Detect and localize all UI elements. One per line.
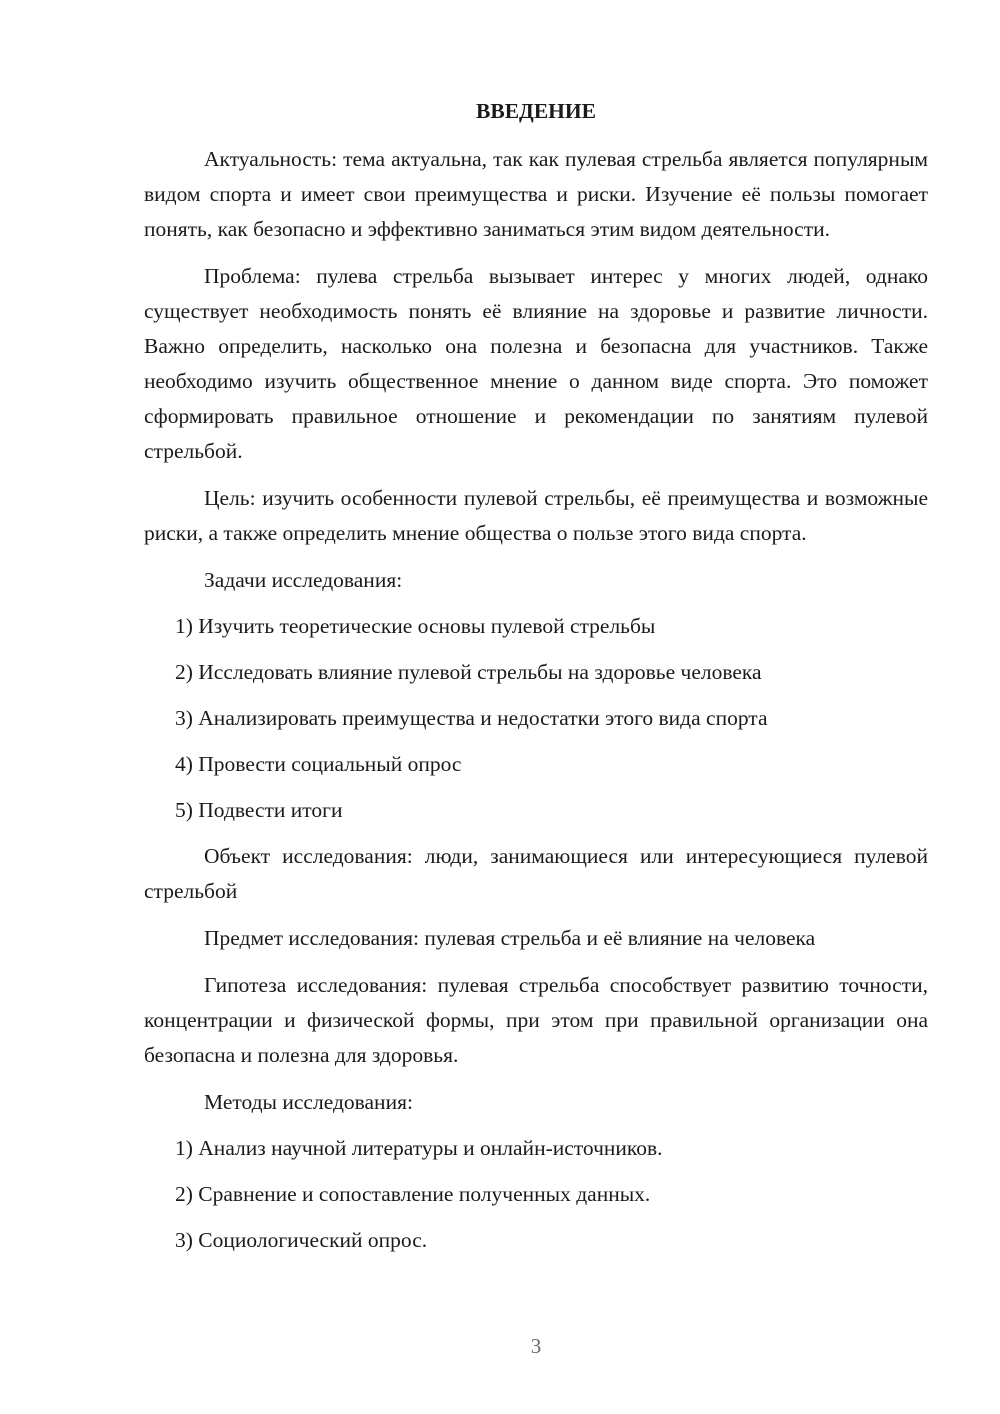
methods-list [144,1131,928,1258]
tasks-list [144,609,928,828]
task-item: 3) Анализировать преимущества и недостатки этого вида спорта [175,706,768,730]
task-item: 1) Изучить теоретические основы пулевой стрельбы [175,614,656,638]
object-paragraph: Объект исследования: люди, занимающиеся или интересующиеся пулевой стрельбой [144,844,928,903]
methods-heading: Методы исследования: [204,1090,413,1114]
relevance-paragraph: Актуальность: тема актуальна, так как пулевая стрельба является популярным видом спорта и имеет свои преимущества и риски. Изучение её пользы помогает понять, как безопасно и эффективно заниматься этим видом деятельности. [144,147,928,241]
page-content [144,96,928,1269]
section-title: ВВЕДЕНИЕ [476,99,596,123]
task-item: 5) Подвести итоги [175,798,343,822]
tasks-heading: Задачи исследования: [204,568,403,592]
hypothesis-paragraph: Гипотеза исследования: пулевая стрельба способствует развитию точности, концентрации и физической формы, при этом при правильной организации она безопасна и полезна для здоровья. [144,973,928,1067]
goal-paragraph: Цель: изучить особенности пулевой стрельбы, её преимущества и возможные риски, а также определить мнение общества о пользе этого вида спорта. [144,486,928,545]
method-item: 3) Социологический опрос. [175,1228,428,1252]
subject-paragraph: Предмет исследования: пулевая стрельба и её влияние на человека [204,926,816,950]
task-item: 4) Провести социальный опрос [175,752,462,776]
method-item: 2) Сравнение и сопоставление полученных данных. [175,1182,651,1206]
problem-paragraph: Проблема: пулева стрельба вызывает интерес у многих людей, однако существует необходимость понять её влияние на здоровье и развитие личности. Важно определить, насколько она полезна и безопасна для участников. Также необходимо изучить общественное мнение о данном виде спорта. Это поможет сформировать правильное отношение и рекомендации по занятиям пулевой стрельбой. [144,264,928,463]
page-number: 3 [530,1334,542,1358]
method-item: 1) Анализ научной литературы и онлайн-источников. [175,1136,663,1160]
task-item: 2) Исследовать влияние пулевой стрельбы на здоровье человека [175,660,762,684]
